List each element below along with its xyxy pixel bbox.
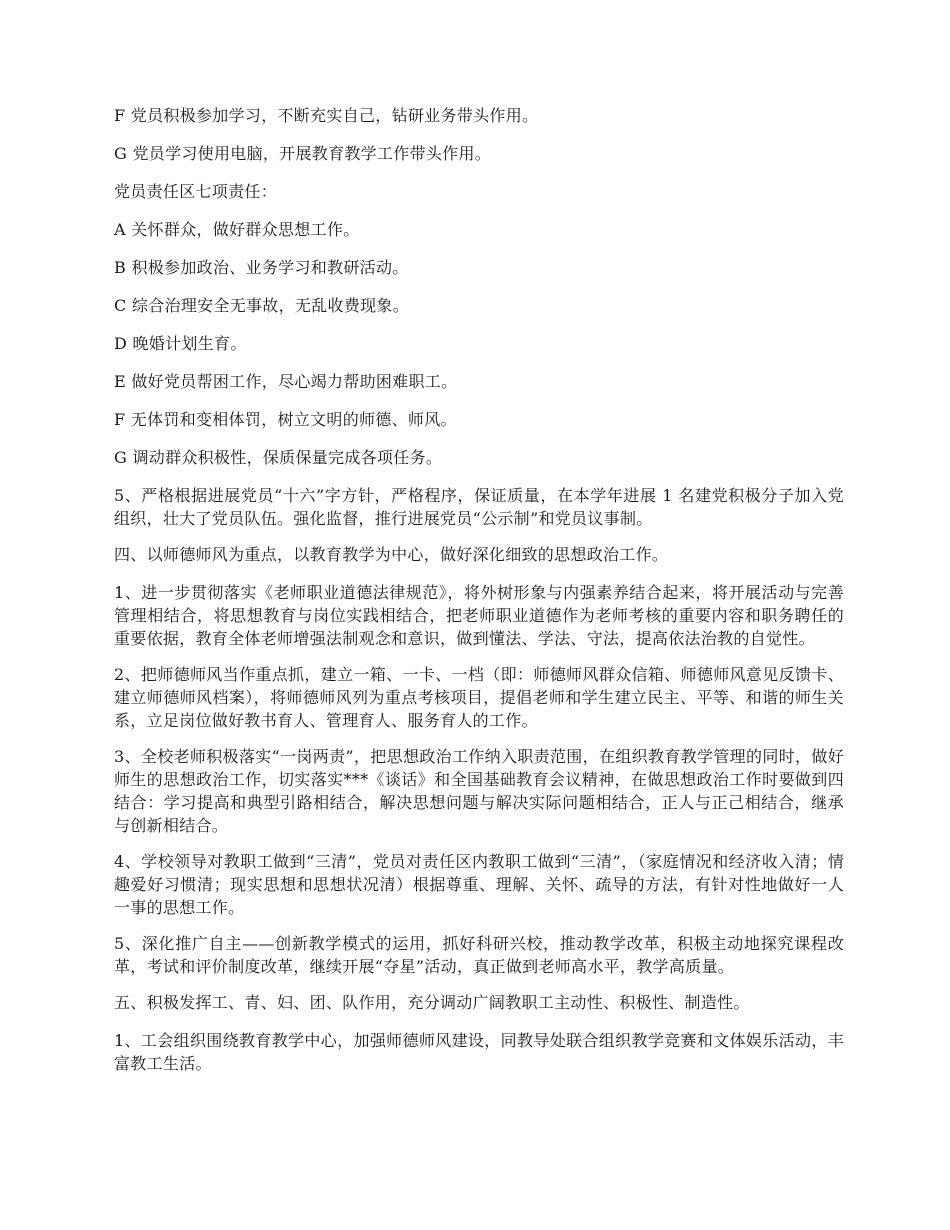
paragraph-section4-item-4: 4、学校领导对教职工做到“三清”，党员对责任区内教职工做到“三清”，（家庭情况和经济收入清；情趣爱好习惯清；现实思想和思想状况清）根据尊重、理解、关怀、疏导的方法，有针对性地做好一人一事的思想工作。 [114,852,844,917]
paragraph-duty-a: A 关怀群众，做好群众思想工作。 [114,220,360,239]
paragraph-duty-e: E 做好党员帮困工作，尽心竭力帮助困难职工。 [114,372,458,391]
paragraph-f-study: F 党员积极参加学习，不断充实自己，钻研业务带头作用。 [114,106,539,125]
paragraph-duty-f: F 无体罚和变相体罚，树立文明的师德、师风。 [114,410,457,429]
paragraph-duty-g: G 调动群众积极性，保质保量完成各项任务。 [114,448,443,467]
paragraph-section4-item-5: 5、深化推广自主——创新教学模式的运用，抓好科研兴校，推动教学改革，积极主动地探究课程改革，考试和评价制度改革，继续开展“夺星”活动，真正做到老师高水平，教学高质量。 [114,934,844,976]
paragraph-duty-b: B 积极参加政治、业务学习和教研活动。 [114,258,409,277]
paragraph-section4-item-1: 1、进一步贯彻落实《老师职业道德法律规范》，将外树形象与内强素养结合起来，将开展活动与完善管理相结合，将思想教育与岗位实践相结合，把老师职业道德作为老师考核的重要内容和职务聘任的重要依据，教育全体老师增强法制观念和意识，做到懂法、学法、守法，提高依法治教的自觉性。 [114,583,844,648]
paragraph-section5-item-1: 1、工会组织围绕教育教学中心，加强师德师风建设，同教导处联合组织教学竞赛和文体娱乐活动，丰富教工生活。 [114,1031,844,1073]
paragraph-duty-d: D 晚婚计划生育。 [114,334,247,353]
paragraph-section4-item-3: 3、全校老师积极落实“一岗两责”，把思想政治工作纳入职责范围，在组织教育教学管理的同时，做好师生的思想政治工作，切实落实***《谈话》和全国基础教育会议精神，在做思想政治工作时要做到四结合：学习提高和典型引路相结合，解决思想问题与解决实际问题相结合，正人与正己相结合，继承与创新相结合。 [114,747,844,835]
paragraph-g-computer: G 党员学习使用电脑，开展教育教学工作带头作用。 [114,144,492,163]
document-page [114,104,844,1088]
paragraph-seven-duties-heading: 党员责任区七项责任： [114,182,278,201]
paragraph-duty-c: C 综合治理安全无事故，无乱收费现象。 [114,296,410,315]
section-heading-4: 四、以师德师风为重点，以教育教学为中心，做好深化细致的思想政治工作。 [114,545,669,564]
section-heading-5: 五、积极发挥工、青、妇、团、队作用，充分调动广阔教职工主动性、积极性、制造性。 [114,993,750,1012]
paragraph-section4-item-2: 2、把师德师风当作重点抓，建立一箱、一卡、一档（即：师德师风群众信箱、师德师风意见反馈卡、建立师德师风档案），将师德师风列为重点考核项目，提倡老师和学生建立民主、平等、和谐的师生关系，立足岗位做好教书育人、管理育人、服务育人的工作。 [114,665,844,730]
paragraph-item-5-party-development: 5、严格根据进展党员“十六”字方针，严格程序，保证质量，在本学年进展 1 名建党积极分子加入党组织，壮大了党员队伍。强化监督，推行进展党员“公示制”和党员议事制。 [114,486,844,528]
